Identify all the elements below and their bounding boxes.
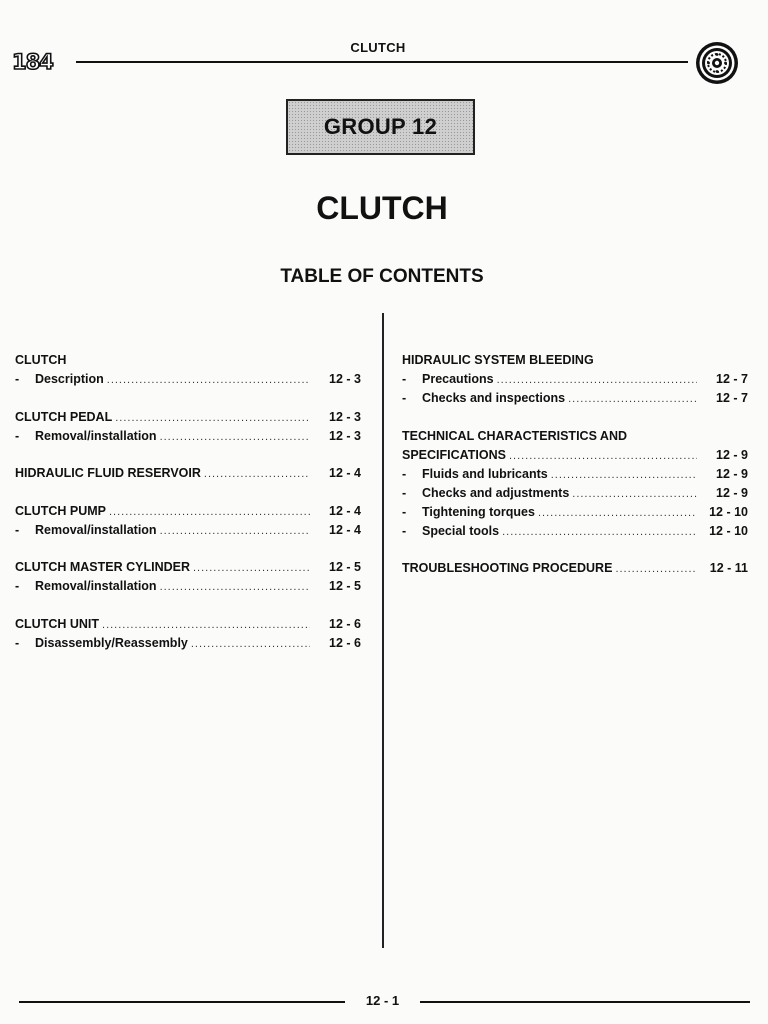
toc-entry-label: Checks and adjustments	[422, 485, 570, 500]
toc-dot-leader	[115, 409, 310, 428]
toc-dot-leader	[551, 466, 697, 485]
toc-dot-leader	[107, 371, 310, 390]
toc-entry-page: 12 - 7	[716, 372, 748, 386]
toc-entry-bullet: -	[15, 579, 20, 593]
toc-entry-bullet: -	[402, 523, 407, 538]
toc-entry	[402, 351, 748, 370]
toc-entry-bullet: -	[402, 466, 407, 481]
toc-entry	[402, 370, 748, 389]
toc-entry-page: 12 - 3	[329, 428, 361, 443]
toc-entry-bullet: -	[15, 428, 20, 443]
toc-dot-leader	[102, 616, 310, 635]
toc-entry-label: CLUTCH PEDAL	[15, 409, 113, 424]
toc-entry-bullet: -	[15, 372, 20, 386]
toc-dot-leader	[509, 447, 697, 466]
section-title-text: CLUTCH	[350, 40, 406, 55]
toc-dot-leader	[204, 465, 310, 484]
toc-dot-leader	[193, 559, 310, 578]
toc-heading-text: TABLE OF CONTENTS	[280, 266, 484, 287]
toc-entry-label: CLUTCH UNIT	[15, 616, 100, 631]
toc-entry-bullet: -	[15, 522, 20, 537]
toc-entry-label: Removal/installation	[35, 428, 157, 443]
toc-entry	[402, 522, 748, 541]
toc-entry	[15, 634, 361, 653]
footer-rule-right	[420, 1001, 750, 1003]
toc-entry	[15, 370, 361, 389]
toc-entry-label: HIDRAULIC FLUID RESERVOIR	[15, 466, 201, 480]
toc-dot-leader	[502, 523, 697, 542]
page-title-text: CLUTCH	[316, 190, 448, 226]
toc-entry	[402, 427, 748, 446]
toc-entry-label: CLUTCH MASTER CYLINDER	[15, 560, 190, 574]
toc-entry	[15, 615, 361, 634]
toc-dot-leader	[160, 522, 310, 541]
toc-entry-label: TECHNICAL CHARACTERISTICS AND	[402, 428, 627, 443]
toc-entry	[402, 446, 748, 465]
toc-entry	[15, 464, 361, 483]
toc-entry-label: CLUTCH	[15, 353, 67, 367]
toc-entry-bullet: -	[402, 485, 407, 500]
toc-entry-page: 12 - 4	[329, 522, 361, 537]
header-rule	[76, 61, 688, 63]
toc-entry-page: 12 - 3	[329, 409, 361, 424]
toc-entry-label: Fluids and lubricants	[422, 466, 548, 481]
toc-heading	[0, 266, 768, 288]
toc-entry-label: Removal/installation	[35, 522, 157, 537]
column-divider	[382, 313, 384, 948]
toc-entry	[402, 465, 748, 484]
toc-entry-page: 12 - 10	[709, 523, 748, 538]
toc-entry	[15, 502, 361, 521]
toc-entry	[402, 559, 748, 578]
toc-dot-leader	[615, 560, 697, 579]
toc-entry	[402, 484, 748, 503]
toc-entry-label: Checks and inspections	[422, 391, 566, 405]
toc-entry-label: Tightening torques	[422, 504, 535, 519]
footer-page-number: 12 - 1	[365, 993, 400, 1008]
brand-page-number: 184	[12, 50, 53, 74]
toc-entry	[15, 408, 361, 427]
toc-left-column	[15, 351, 361, 653]
gear-wheel-emblem-icon	[694, 40, 740, 86]
toc-entry-page: 12 - 9	[716, 466, 748, 481]
toc-entry-label: Precautions	[422, 372, 494, 386]
toc-entry-bullet: -	[15, 635, 20, 650]
section-title	[0, 40, 768, 55]
toc-dot-leader	[160, 428, 310, 447]
toc-entry	[402, 389, 748, 408]
toc-dot-leader	[538, 504, 697, 523]
toc-entry-label: HIDRAULIC SYSTEM BLEEDING	[402, 353, 594, 367]
toc-entry-page: 12 - 3	[329, 372, 361, 386]
toc-entry	[15, 577, 361, 596]
toc-entry-label: TROUBLESHOOTING PROCEDURE	[402, 561, 613, 575]
toc-entry-bullet: -	[402, 391, 407, 405]
toc-entry-page: 12 - 4	[329, 503, 361, 518]
toc-entry-label: SPECIFICATIONS	[402, 447, 506, 462]
toc-entry-bullet: -	[402, 504, 407, 519]
toc-entry	[15, 521, 361, 540]
toc-entry-page: 12 - 9	[716, 447, 748, 462]
toc-entry	[15, 427, 361, 446]
toc-entry-label: Special tools	[422, 523, 500, 538]
toc-entry-page: 12 - 7	[716, 391, 748, 405]
toc-entry-label: CLUTCH PUMP	[15, 503, 106, 518]
group-label-box: GROUP 12	[286, 99, 475, 155]
toc-entry-page: 12 - 10	[709, 504, 748, 519]
toc-entry-label: Disassembly/Reassembly	[35, 635, 188, 650]
toc-entry-page: 12 - 5	[329, 579, 361, 593]
toc-entry	[402, 503, 748, 522]
toc-entry	[15, 351, 361, 370]
toc-dot-leader	[109, 503, 310, 522]
footer-rule-left	[19, 1001, 345, 1003]
toc-entry-page: 12 - 6	[329, 635, 361, 650]
toc-entry-label: Description	[35, 372, 104, 386]
toc-entry-page: 12 - 9	[716, 485, 748, 500]
toc-entry	[15, 558, 361, 577]
toc-right-column	[402, 351, 748, 578]
toc-entry-page: 12 - 6	[329, 616, 361, 631]
toc-entry-label: Removal/installation	[35, 579, 157, 593]
toc-entry-page: 12 - 5	[329, 560, 361, 574]
page-title	[0, 190, 768, 227]
toc-dot-leader	[572, 485, 697, 504]
toc-dot-leader	[568, 390, 697, 409]
toc-entry-page: 12 - 11	[709, 561, 748, 575]
toc-entry-page: 12 - 4	[329, 466, 361, 480]
toc-dot-leader	[191, 635, 310, 654]
toc-dot-leader	[497, 371, 697, 390]
toc-dot-leader	[160, 578, 310, 597]
toc-entry-bullet: -	[402, 372, 407, 386]
